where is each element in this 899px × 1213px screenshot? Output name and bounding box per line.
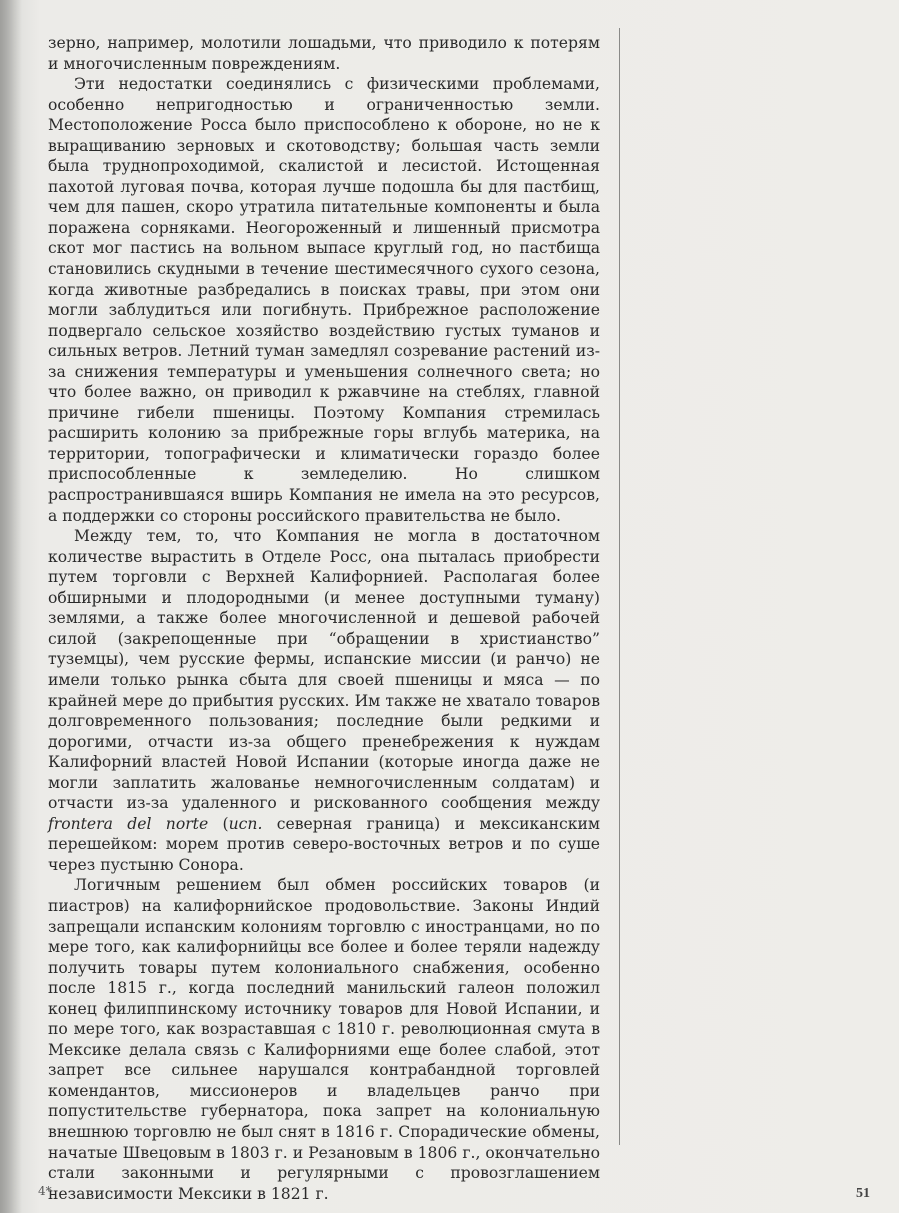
paragraph-3-italic-term: frontera del norte (48, 814, 209, 833)
paragraph-4: Логичным решением был обмен российских товаров (и пиастров) на калифорнийское продовольствие. Законы Индий запрещали испанским колониям торговлю с иностранцами, но по мере того, как калифорнийцы все более и более теряли надежду получить товары путем колониального снабжения, особенно после 1815 г., когда последний манильский галеон положил конец филиппинскому источнику товаров для Новой Испании, и по мере того, как возраставшая с 1810 г. революционная смута в Мексике делала связь с Калифорниями еще более слабой, этот запрет все сильнее нарушался контрабандной торговлей комендантов, миссионеров и владельцев ранчо при попустительстве губернатора, пока запрет на колониальную внешнюю торговлю не был снят в 1816 г. Спорадические обмены, начатые Швецовым в 1803 г. и Резановым в 1806 г., окончательно стали законными и регулярными с провозглашением независимости Мексики в 1821 г. (48, 876, 600, 1203)
paragraph-1: зерно, например, молотили лошадьми, что приводило к потерям и многочисленным повреждениям. (48, 34, 600, 73)
column-divider-line (619, 28, 620, 1145)
paragraph-3-paren-open: ( (208, 814, 229, 833)
paragraph-3-text-before: Между тем, то, что Компания не могла в достаточном количестве вырастить в Отделе Росс, она пыталась приобрести путем торговли с Верхней Калифорнией. Располагая более обширными и плодородными (и менее доступными туману) землями, а также более многочисленной и дешевой рабочей силой (закрепощенные при “обращении в христианство” туземцы), чем русские фермы, испанские миссии (и ранчо) не имели только рынка сбыта для своей пшеницы и мяса — по крайней мере до прибытия русских. Им также не хватало товаров долговременного пользования; последние были редкими и дорогими, отчасти из-за общего пренебрежения к нуждам Калифорний властей Новой Испании (которые иногда даже не могли заплатить жалованье немногочисленным солдатам) и отчасти из-за удаленного и рискованного сообщения между (48, 527, 600, 813)
spine-shadow (0, 0, 22, 1213)
page-number: 51 (856, 1186, 870, 1201)
paragraph-3-abbreviation: исп. (228, 814, 263, 833)
paragraph-3-text-after: северная граница) и мексиканским перешейком: морем против северо-восточных ветров и по суше через пустыню Сонора. (48, 814, 600, 874)
main-text-column (48, 33, 600, 1204)
paragraph-2: Эти недостатки соединялись с физическими проблемами, особенно непригодностью и ограниченностью земли. Местоположение Росса было приспособлено к обороне, но не к выращиванию зерновых и скотоводству; большая часть земли была труднопроходимой, скалистой и лесистой. Истощенная пахотой луговая почва, которая лучше подошла бы для пастбищ, чем для пашен, скоро утратила питательные компоненты и была поражена сорняками. Неогороженный и лишенный присмотра скот мог пастись на вольном выпасе круглый год, но пастбища становились скудными в течение шестимесячного сухого сезона, когда животные разбредались в поисках травы, при этом они могли заблудиться или погибнуть. Прибрежное расположение подвергало сельское хозяйство воздействию густых туманов и сильных ветров. Летний туман замедлял созревание растений из-за снижения температуры и уменьшения солнечного света; но что более важно, он приводил к ржавчине на стеблях, главной причине гибели пшеницы. Поэтому Компания стремилась расширить колонию за прибрежные горы вглубь материка, на территории, топографически и климатически гораздо более приспособленные к земледелию. Но слишком распространившаяся вширь Компания не имела на это ресурсов, а поддержки со стороны российского правительства не было. (48, 75, 600, 525)
signature-mark: 4* (38, 1184, 52, 1198)
paragraph-3 (48, 526, 600, 875)
